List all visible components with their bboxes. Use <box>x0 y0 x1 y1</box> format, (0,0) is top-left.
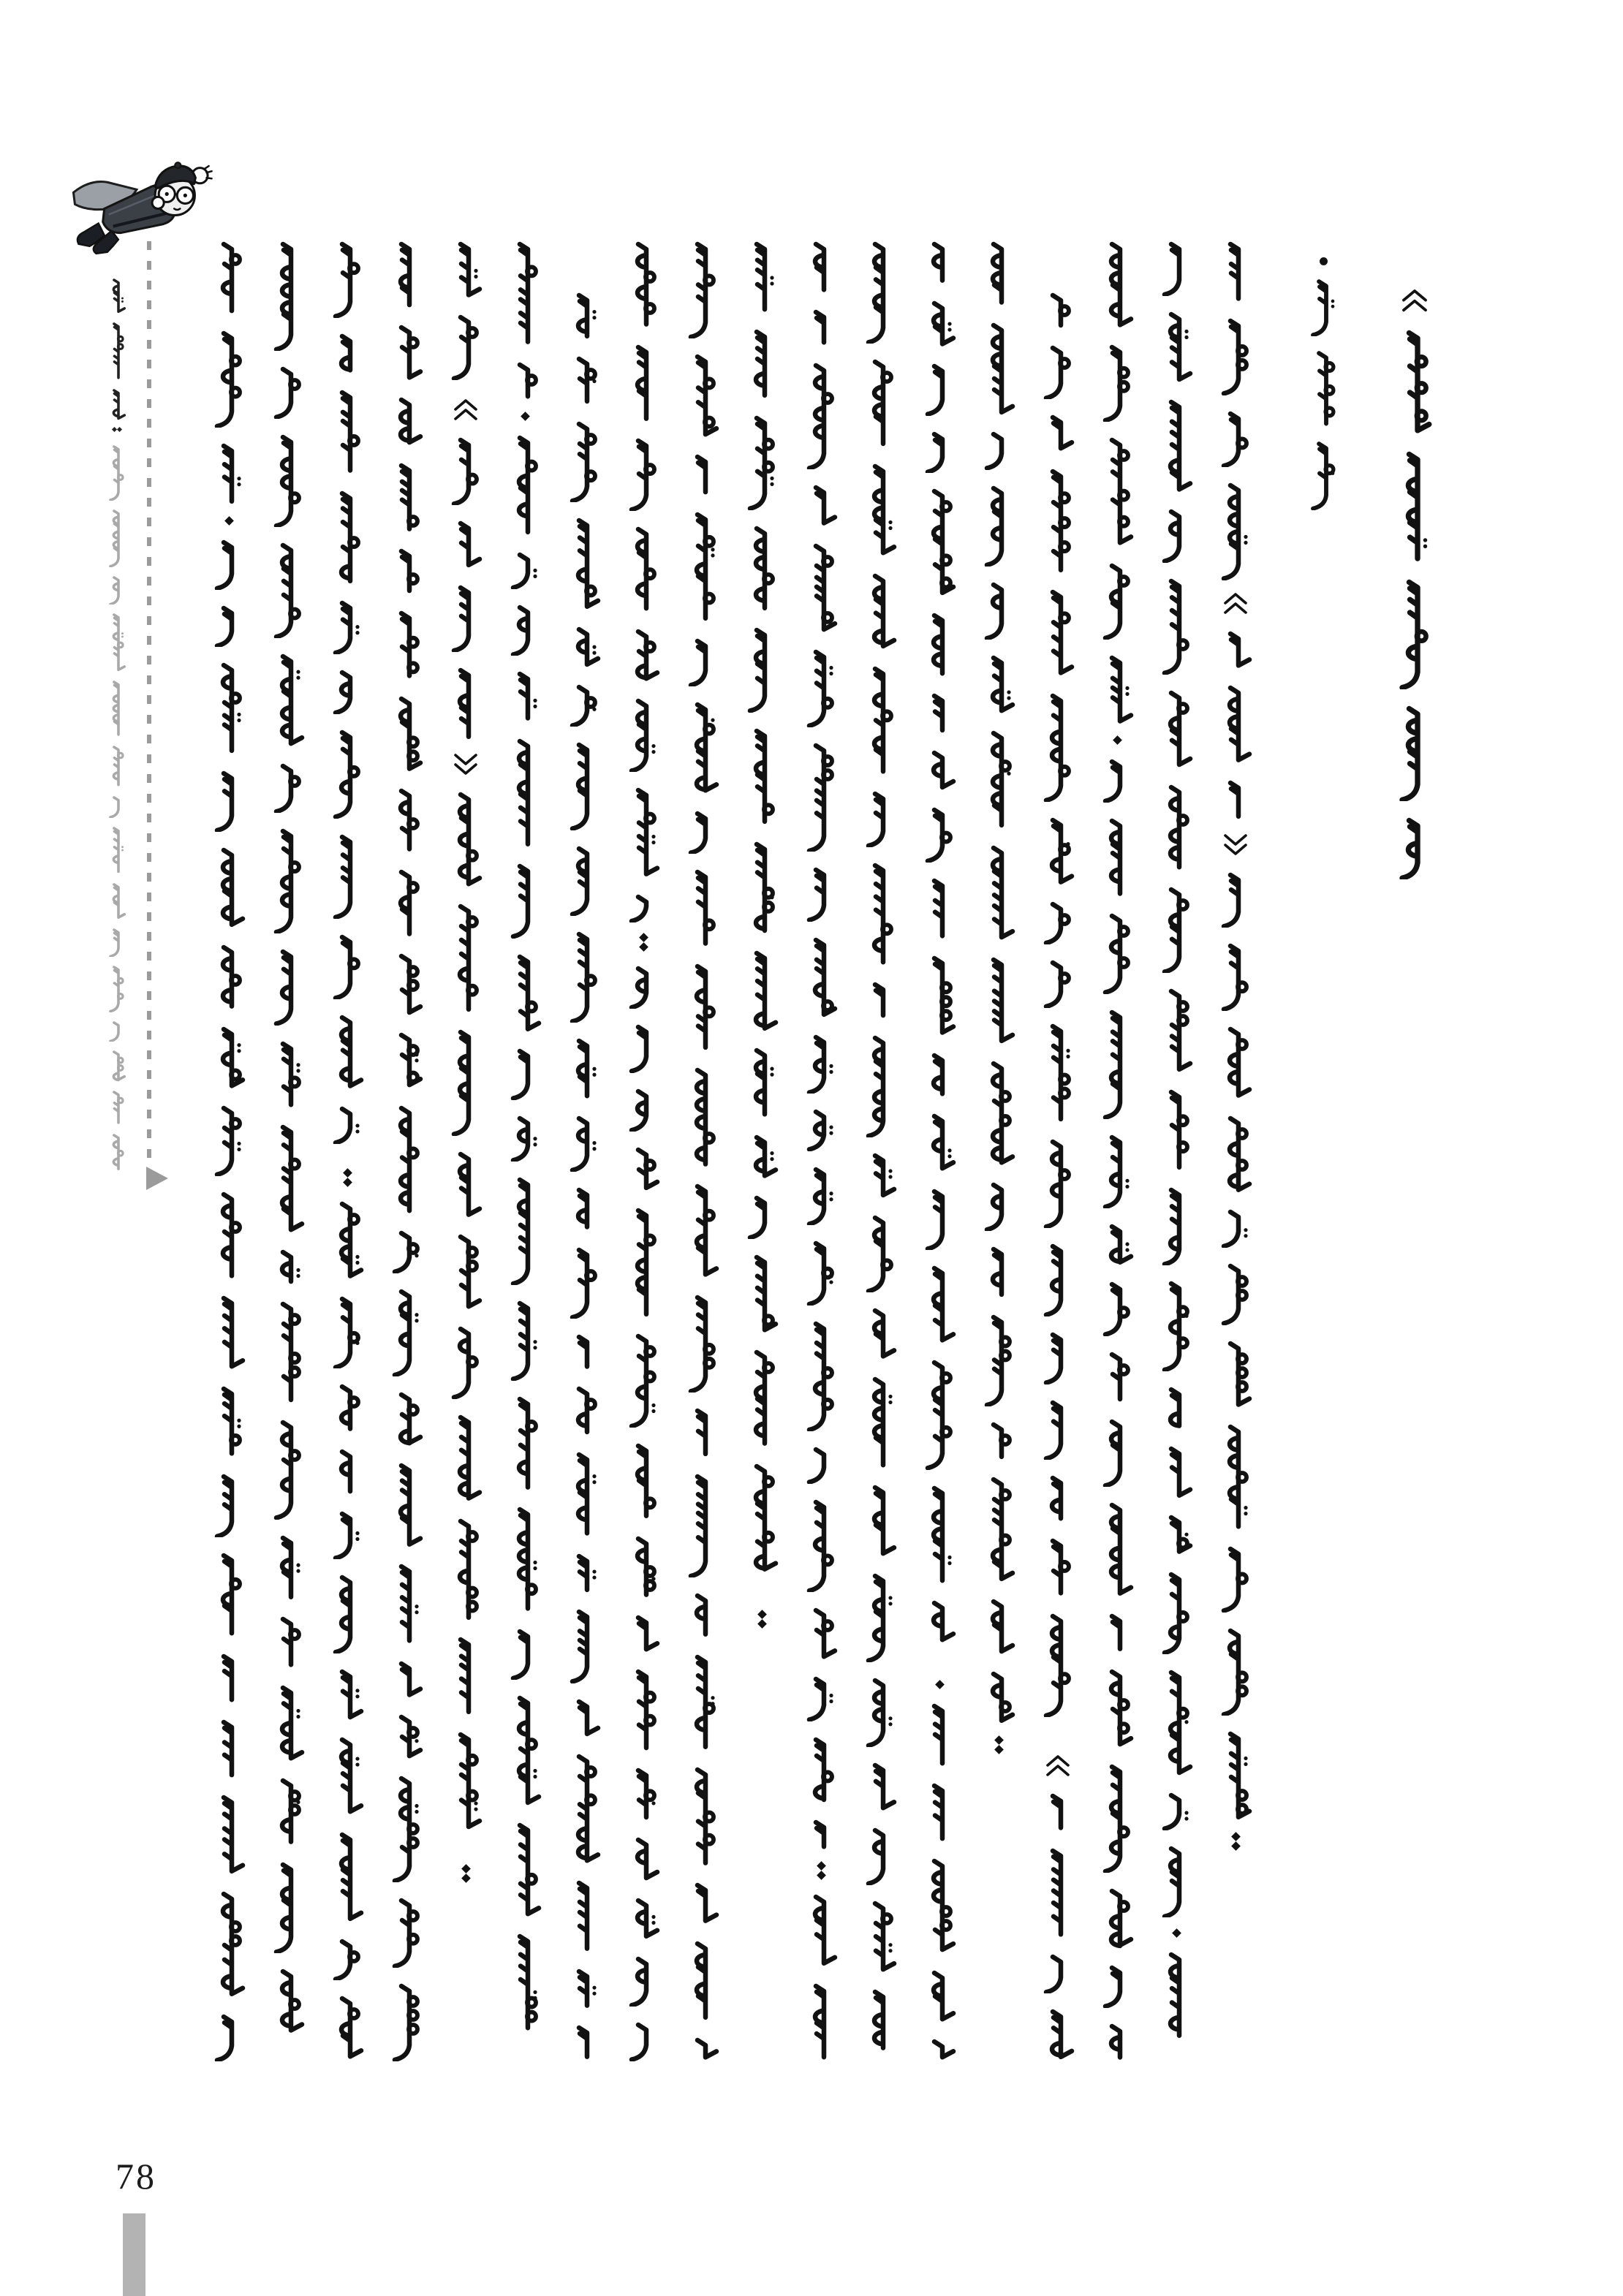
double-angle-quote-open <box>1045 1754 1071 1778</box>
double-angle-quote-close <box>453 753 479 776</box>
double-angle-quote-open <box>1222 592 1249 615</box>
mongolian-full-stop <box>344 1170 351 1186</box>
arrow-icon <box>146 1167 168 1190</box>
diamond-dot <box>1172 1928 1181 1938</box>
text-column <box>1041 289 1075 2061</box>
diamond-dot <box>757 1619 767 1629</box>
diamond-dot <box>639 933 648 942</box>
double-angle-quote-open <box>453 398 479 422</box>
mongolian-full-stop <box>759 1611 765 1627</box>
diamond-dot <box>757 1610 767 1619</box>
diamond-dot <box>117 427 122 432</box>
diamond-dot <box>1231 1832 1241 1841</box>
text-column <box>745 238 779 1637</box>
diamond-dot <box>639 942 648 952</box>
diamond-dot <box>994 1745 1004 1754</box>
diamond-dot <box>994 1735 1004 1745</box>
mongolian-comma <box>1173 1930 1180 1936</box>
diamond-dot <box>935 1680 945 1689</box>
mongolian-full-stop <box>640 934 647 950</box>
diamond-dot <box>224 516 234 526</box>
mongolian-comma <box>226 518 232 524</box>
flying-boy-illustration <box>64 150 219 273</box>
mongolian-full-stop <box>818 1863 825 1879</box>
mongolian-comma <box>937 1681 943 1688</box>
text-column <box>1100 238 1134 2061</box>
text-column <box>567 289 601 2061</box>
text-column <box>271 238 305 2061</box>
page-number: 78 <box>116 2156 156 2197</box>
mongolian-full-stop <box>996 1737 1002 1753</box>
mongolian-full-stop <box>463 1865 469 1882</box>
text-column <box>1159 238 1193 2061</box>
diamond-dot <box>521 412 530 421</box>
text-column <box>627 238 660 2061</box>
dashed-separator-line <box>147 241 151 1161</box>
text-column <box>982 238 1015 1758</box>
text-column <box>330 238 364 2061</box>
diamond-dot <box>343 1168 352 1178</box>
diamond-dot <box>817 1871 826 1880</box>
mongolian-comma <box>522 413 529 420</box>
bullet-dot <box>1320 257 1328 265</box>
mongolian-colon <box>113 428 121 431</box>
text-column <box>686 238 719 2061</box>
text-column <box>923 238 956 2061</box>
mongolian-full-stop <box>1233 1833 1239 1849</box>
page-edge-tab <box>123 2213 145 2296</box>
diamond-dot <box>461 1864 471 1873</box>
text-column <box>1219 238 1252 1853</box>
text-column <box>212 238 246 2061</box>
double-angle-quote-close <box>1222 833 1249 857</box>
text-column <box>863 238 897 2061</box>
text-column <box>108 443 126 1188</box>
text-column <box>449 238 483 1893</box>
diamond-dot <box>343 1178 352 1187</box>
text-column <box>108 276 126 439</box>
text-column <box>390 238 423 2061</box>
text-column <box>1309 256 1339 525</box>
diamond-dot <box>817 1861 826 1871</box>
double-angle-quote-open <box>1401 289 1429 314</box>
diamond-dot <box>1113 735 1122 745</box>
text-column <box>804 238 838 2061</box>
diamond-dot <box>461 1873 471 1883</box>
text-column <box>508 238 542 2061</box>
text-column <box>1397 289 1432 910</box>
mongolian-comma <box>1114 737 1121 743</box>
diamond-dot <box>1231 1841 1241 1851</box>
